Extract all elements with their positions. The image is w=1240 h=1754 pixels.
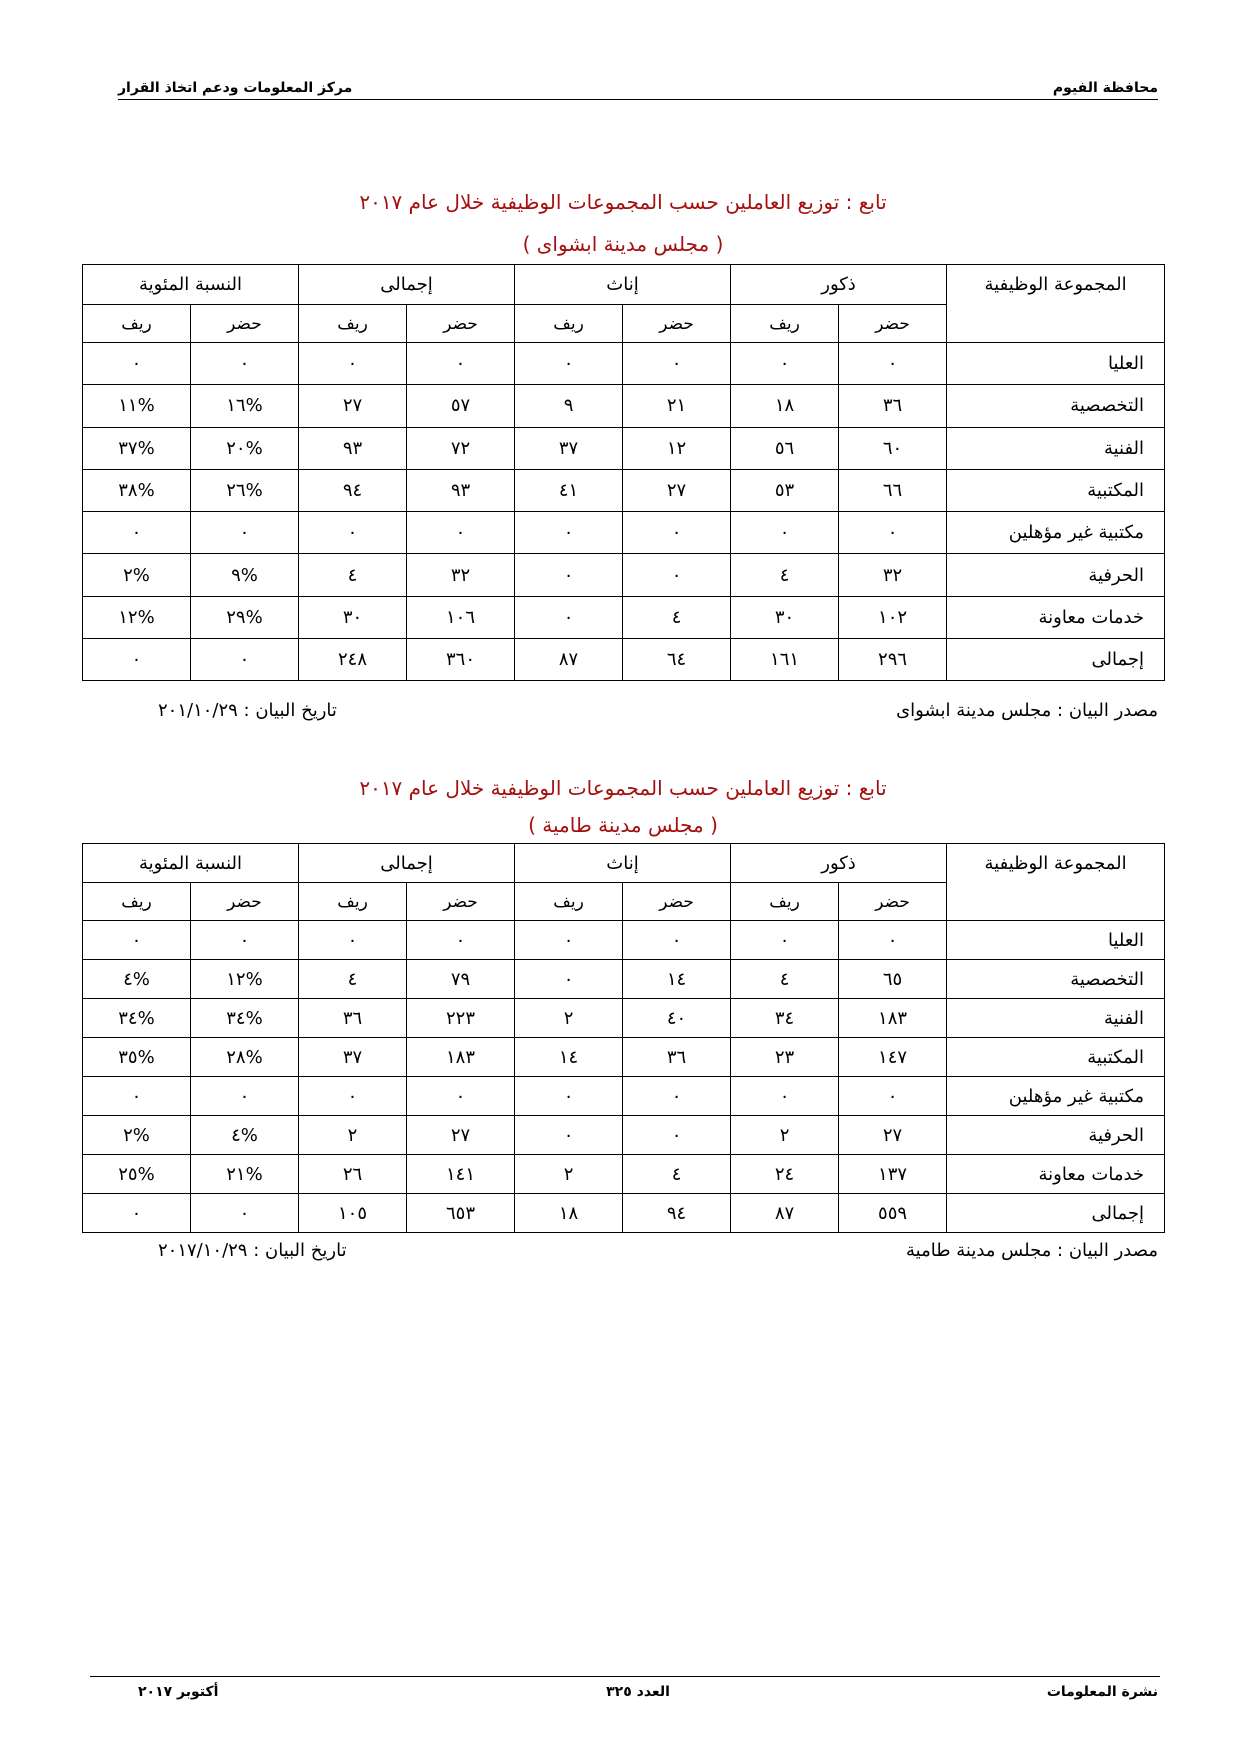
row-group-label: إجمالى bbox=[947, 639, 1165, 681]
table-cell: %٩ bbox=[191, 554, 299, 596]
table-cell: ٠ bbox=[515, 343, 623, 385]
table-row bbox=[83, 1116, 1165, 1155]
header-row bbox=[83, 844, 1165, 883]
header-percent: النسبة المئوية bbox=[83, 844, 299, 883]
table-cell: ٤ bbox=[299, 554, 407, 596]
table-cell: ٣٧ bbox=[515, 427, 623, 469]
table-cell: ٠ bbox=[191, 512, 299, 554]
header-urban: حضر bbox=[407, 883, 515, 921]
table-cell: %٢ bbox=[83, 554, 191, 596]
header-total: إجمالى bbox=[299, 844, 515, 883]
table-cell: ٣٦ bbox=[299, 999, 407, 1038]
table-cell: ٠ bbox=[623, 512, 731, 554]
table-cell: %٢ bbox=[83, 1116, 191, 1155]
header-urban: حضر bbox=[839, 305, 947, 343]
table-cell: ١٦١ bbox=[731, 639, 839, 681]
table-cell: ٠ bbox=[839, 343, 947, 385]
table-cell: ١٤ bbox=[515, 1038, 623, 1077]
table-cell: ٠ bbox=[515, 960, 623, 999]
table-cell: ٢٩٦ bbox=[839, 639, 947, 681]
header-urban: حضر bbox=[407, 305, 515, 343]
table-cell: ٤ bbox=[731, 960, 839, 999]
table-cell: ٢ bbox=[515, 1155, 623, 1194]
row-group-label: مكتبية غير مؤهلين bbox=[947, 1077, 1165, 1116]
table-cell: ٠ bbox=[83, 343, 191, 385]
header-percent: النسبة المئوية bbox=[83, 265, 299, 305]
table-cell: ٦٥٣ bbox=[407, 1194, 515, 1233]
header-urban: حضر bbox=[191, 305, 299, 343]
table-cell: ٠ bbox=[407, 343, 515, 385]
table-cell: %٣٧ bbox=[83, 427, 191, 469]
table-cell: ٣٦ bbox=[839, 385, 947, 427]
header-urban: حضر bbox=[623, 883, 731, 921]
header-males: ذكور bbox=[731, 844, 947, 883]
table-cell: ١٠٥ bbox=[299, 1194, 407, 1233]
header-females: إناث bbox=[515, 844, 731, 883]
table-cell: ٩٤ bbox=[623, 1194, 731, 1233]
table-cell: %١٢ bbox=[83, 596, 191, 638]
table-cell: %١١ bbox=[83, 385, 191, 427]
table-cell: ٠ bbox=[623, 1116, 731, 1155]
table-row bbox=[83, 596, 1165, 638]
table-cell: ٠ bbox=[83, 512, 191, 554]
row-group-label: التخصصية bbox=[947, 960, 1165, 999]
table-cell: ٥٦ bbox=[731, 427, 839, 469]
table-cell: ١٠٢ bbox=[839, 596, 947, 638]
header-row bbox=[83, 265, 1165, 305]
table-cell: ٢ bbox=[731, 1116, 839, 1155]
table-cell: ١٢ bbox=[623, 427, 731, 469]
footer-date: أكتوبر ٢٠١٧ bbox=[138, 1684, 219, 1700]
table-cell: ٤ bbox=[623, 596, 731, 638]
table-cell: ٠ bbox=[299, 1077, 407, 1116]
table-cell: ٣٧ bbox=[299, 1038, 407, 1077]
table-cell: ٩٣ bbox=[407, 469, 515, 511]
table-cell: %١٢ bbox=[191, 960, 299, 999]
row-group-label: خدمات معاونة bbox=[947, 596, 1165, 638]
table-cell: %٢٥ bbox=[83, 1155, 191, 1194]
table-cell: ٢١ bbox=[623, 385, 731, 427]
table-cell: ٠ bbox=[191, 639, 299, 681]
data-source: مصدر البيان : مجلس مدينة طامية bbox=[906, 1240, 1158, 1261]
table-cell: ١٤١ bbox=[407, 1155, 515, 1194]
page-header bbox=[118, 76, 1158, 100]
row-group-label: الفنية bbox=[947, 999, 1165, 1038]
header-urban: حضر bbox=[191, 883, 299, 921]
table-cell: ١٣٧ bbox=[839, 1155, 947, 1194]
table-cell: ٣٦٠ bbox=[407, 639, 515, 681]
table-subtitle: ( مجلس مدينة طامية ) bbox=[528, 813, 718, 837]
table-cell: %٢١ bbox=[191, 1155, 299, 1194]
table-row bbox=[83, 960, 1165, 999]
table-cell: ٠ bbox=[191, 1077, 299, 1116]
header-rural: ريف bbox=[731, 883, 839, 921]
table-cell: ٠ bbox=[515, 1116, 623, 1155]
row-group-label: المكتبية bbox=[947, 1038, 1165, 1077]
table-cell: %٤ bbox=[191, 1116, 299, 1155]
table-title: تابع : توزيع العاملين حسب المجموعات الوظيفية خلال عام ٢٠١٧ bbox=[359, 776, 887, 800]
table-cell: ٢٧ bbox=[839, 1116, 947, 1155]
table-cell: ٢٧ bbox=[623, 469, 731, 511]
table-cell: ٠ bbox=[407, 921, 515, 960]
table-row bbox=[83, 427, 1165, 469]
table-cell: ٩ bbox=[515, 385, 623, 427]
table-cell: ٢ bbox=[515, 999, 623, 1038]
data-date: تاريخ البيان : ٢٠١/١٠/٢٩ bbox=[158, 700, 337, 721]
table-row bbox=[83, 343, 1165, 385]
table-cell: ١٨ bbox=[515, 1194, 623, 1233]
data-date: تاريخ البيان : ٢٠١٧/١٠/٢٩ bbox=[158, 1240, 347, 1261]
table-cell: ٧٩ bbox=[407, 960, 515, 999]
table-cell: ٦٥ bbox=[839, 960, 947, 999]
table-cell: ٦٦ bbox=[839, 469, 947, 511]
table-cell: ٤ bbox=[623, 1155, 731, 1194]
table-cell: ٢٧ bbox=[299, 385, 407, 427]
table-cell: %٢٦ bbox=[191, 469, 299, 511]
table-cell: ٠ bbox=[515, 554, 623, 596]
header-rural: ريف bbox=[83, 883, 191, 921]
table-row bbox=[83, 999, 1165, 1038]
table-cell: ٢٢٣ bbox=[407, 999, 515, 1038]
table-cell: ٣٢ bbox=[839, 554, 947, 596]
table-cell: ٩٤ bbox=[299, 469, 407, 511]
data-source: مصدر البيان : مجلس مدينة ابشواى bbox=[896, 700, 1158, 721]
table-cell: ٠ bbox=[731, 921, 839, 960]
table-cell: ٠ bbox=[623, 1077, 731, 1116]
table-cell: ١٠٦ bbox=[407, 596, 515, 638]
table-cell: ٠ bbox=[515, 921, 623, 960]
header-center: مركز المعلومات ودعم اتخاذ القرار bbox=[118, 80, 353, 96]
footer-divider bbox=[90, 1676, 1160, 1677]
page-footer bbox=[118, 1684, 1158, 1708]
table-cell: ٢ bbox=[299, 1116, 407, 1155]
table-cell: ٠ bbox=[839, 512, 947, 554]
table-row bbox=[83, 1077, 1165, 1116]
table-cell: ٠ bbox=[731, 1077, 839, 1116]
table-row bbox=[83, 639, 1165, 681]
table-subtitle: ( مجلس مدينة ابشواى ) bbox=[522, 232, 724, 256]
table-cell: ٠ bbox=[515, 1077, 623, 1116]
table-cell: ٢٤٨ bbox=[299, 639, 407, 681]
header-males: ذكور bbox=[731, 265, 947, 305]
table-cell: ٠ bbox=[839, 1077, 947, 1116]
table-title: تابع : توزيع العاملين حسب المجموعات الوظيفية خلال عام ٢٠١٧ bbox=[359, 190, 887, 214]
header-group: المجموعة الوظيفية bbox=[947, 265, 1165, 343]
employees-table bbox=[82, 843, 1165, 1233]
table-cell: ٧٢ bbox=[407, 427, 515, 469]
source-line bbox=[118, 700, 1158, 726]
table-cell: ٥٧ bbox=[407, 385, 515, 427]
table-cell: ٠ bbox=[839, 921, 947, 960]
table-row bbox=[83, 385, 1165, 427]
table-cell: ٣٤ bbox=[731, 999, 839, 1038]
table-cell: ٤ bbox=[731, 554, 839, 596]
row-group-label: مكتبية غير مؤهلين bbox=[947, 512, 1165, 554]
header-rural: ريف bbox=[83, 305, 191, 343]
footer-publication: نشرة المعلومات bbox=[1046, 1684, 1158, 1700]
table-cell: ١٨ bbox=[731, 385, 839, 427]
table-cell: ٩٣ bbox=[299, 427, 407, 469]
table-cell: ٠ bbox=[299, 921, 407, 960]
table-row bbox=[83, 554, 1165, 596]
table-cell: ٨٧ bbox=[731, 1194, 839, 1233]
table-row bbox=[83, 921, 1165, 960]
table-cell: ١٨٣ bbox=[839, 999, 947, 1038]
table-cell: ٢٤ bbox=[731, 1155, 839, 1194]
table-cell: ٢٦ bbox=[299, 1155, 407, 1194]
table-cell: ٣٠ bbox=[299, 596, 407, 638]
table-cell: ٤١ bbox=[515, 469, 623, 511]
table-cell: ٦٠ bbox=[839, 427, 947, 469]
table-cell: ٠ bbox=[299, 512, 407, 554]
table-cell: %٣٥ bbox=[83, 1038, 191, 1077]
header-urban: حضر bbox=[623, 305, 731, 343]
header-urban: حضر bbox=[839, 883, 947, 921]
table-cell: ٠ bbox=[407, 1077, 515, 1116]
row-group-label: الفنية bbox=[947, 427, 1165, 469]
table-cell: ٠ bbox=[407, 512, 515, 554]
footer-issue: العدد ٣٢٥ bbox=[606, 1684, 670, 1700]
table-cell: ٢٣ bbox=[731, 1038, 839, 1077]
table-cell: ٨٧ bbox=[515, 639, 623, 681]
table-row bbox=[83, 469, 1165, 511]
row-group-label: الحرفية bbox=[947, 1116, 1165, 1155]
table-cell: %٤ bbox=[83, 960, 191, 999]
row-group-label: إجمالى bbox=[947, 1194, 1165, 1233]
header-divider bbox=[118, 99, 1158, 100]
header-females: إناث bbox=[515, 265, 731, 305]
table-cell: ٠ bbox=[83, 639, 191, 681]
table-cell: ٠ bbox=[83, 921, 191, 960]
header-total: إجمالى bbox=[299, 265, 515, 305]
table-cell: ٠ bbox=[515, 512, 623, 554]
table-cell: ٦٤ bbox=[623, 639, 731, 681]
header-rural: ريف bbox=[299, 305, 407, 343]
table-cell: %٢٨ bbox=[191, 1038, 299, 1077]
table-row bbox=[83, 512, 1165, 554]
header-governorate: محافظة الفيوم bbox=[1052, 80, 1158, 96]
table-cell: %٣٤ bbox=[191, 999, 299, 1038]
header-rural: ريف bbox=[731, 305, 839, 343]
table-row bbox=[83, 1155, 1165, 1194]
table-row bbox=[83, 1038, 1165, 1077]
header-rural: ريف bbox=[515, 305, 623, 343]
table-cell: ٠ bbox=[191, 1194, 299, 1233]
table-cell: ٠ bbox=[623, 921, 731, 960]
header-rural: ريف bbox=[299, 883, 407, 921]
table-cell: %١٦ bbox=[191, 385, 299, 427]
table-cell: ٠ bbox=[623, 554, 731, 596]
header-group: المجموعة الوظيفية bbox=[947, 844, 1165, 921]
table-cell: ١٤ bbox=[623, 960, 731, 999]
row-group-label: الحرفية bbox=[947, 554, 1165, 596]
table-cell: ٣٠ bbox=[731, 596, 839, 638]
table-cell: ١٨٣ bbox=[407, 1038, 515, 1077]
table-cell: ٠ bbox=[623, 343, 731, 385]
header-rural: ريف bbox=[515, 883, 623, 921]
row-group-label: التخصصية bbox=[947, 385, 1165, 427]
table-cell: ٠ bbox=[83, 1077, 191, 1116]
table-cell: ٠ bbox=[191, 921, 299, 960]
table-cell: %٢٩ bbox=[191, 596, 299, 638]
table-row bbox=[83, 1194, 1165, 1233]
source-line bbox=[118, 1240, 1158, 1266]
table-cell: ٤ bbox=[299, 960, 407, 999]
table-cell: ١٤٧ bbox=[839, 1038, 947, 1077]
row-group-label: خدمات معاونة bbox=[947, 1155, 1165, 1194]
table-cell: ٢٧ bbox=[407, 1116, 515, 1155]
table-cell: ٥٥٩ bbox=[839, 1194, 947, 1233]
table-cell: ٠ bbox=[191, 343, 299, 385]
table-cell: ٠ bbox=[83, 1194, 191, 1233]
table-cell: ٣٦ bbox=[623, 1038, 731, 1077]
table-cell: ٣٢ bbox=[407, 554, 515, 596]
table-cell: ٠ bbox=[299, 343, 407, 385]
table-cell: ٥٣ bbox=[731, 469, 839, 511]
row-group-label: المكتبية bbox=[947, 469, 1165, 511]
employees-table bbox=[82, 264, 1165, 681]
table-cell: %٣٨ bbox=[83, 469, 191, 511]
table-cell: ٠ bbox=[731, 512, 839, 554]
row-group-label: العليا bbox=[947, 343, 1165, 385]
table-cell: ٤٠ bbox=[623, 999, 731, 1038]
table-cell: %٣٤ bbox=[83, 999, 191, 1038]
row-group-label: العليا bbox=[947, 921, 1165, 960]
table-cell: ٠ bbox=[515, 596, 623, 638]
table-cell: ٠ bbox=[731, 343, 839, 385]
table-cell: %٢٠ bbox=[191, 427, 299, 469]
